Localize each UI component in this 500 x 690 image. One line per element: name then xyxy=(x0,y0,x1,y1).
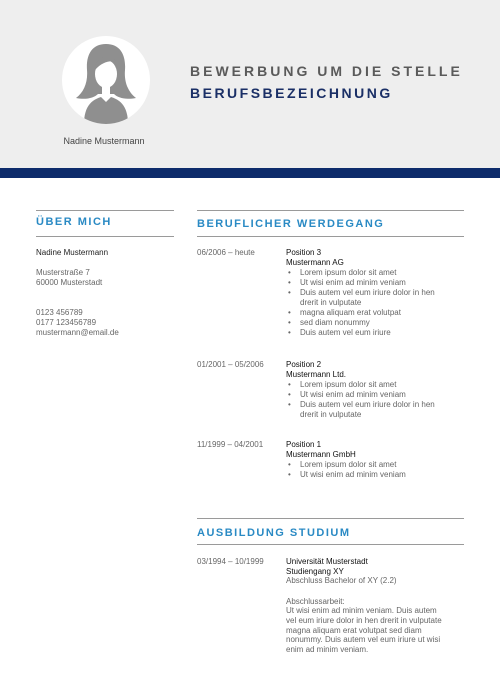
career-entry-bullets-more xyxy=(286,308,476,338)
career-entry xyxy=(286,248,476,338)
list-item: • Lorem ipsum dolor sit amet xyxy=(286,268,476,278)
list-item: • Lorem ipsum dolor sit amet xyxy=(286,460,476,470)
about-section-title: ÜBER MICH xyxy=(36,216,112,228)
list-item-continuation: drerit in vulputate xyxy=(300,410,362,419)
education-thesis-label: Abschlussarbeit: xyxy=(286,596,345,606)
header-name: Nadine Mustermann xyxy=(63,136,145,146)
career-entry-company: Mustermann AG xyxy=(286,258,344,267)
education-thesis-line: nonummy. Duis autem vel eum iriure ut wisi xyxy=(286,635,441,645)
career-entry-bullets xyxy=(286,460,476,480)
list-item: • Duis autem vel eum iriure dolor in hen xyxy=(286,288,476,298)
header-job-title: BERUFSBEZEICHNUNG xyxy=(190,85,393,101)
career-entry-date: 11/1999 – 04/2001 xyxy=(197,440,264,449)
career-entry-company: Mustermann GmbH xyxy=(286,450,356,459)
list-item-continuation: drerit in vulputate xyxy=(300,298,362,307)
career-entry-position: Position 3 xyxy=(286,248,322,257)
list-item: • Duis autem vel eum iriure xyxy=(286,328,476,338)
career-entry xyxy=(286,360,476,420)
about-street: Musterstraße 7 xyxy=(36,268,90,277)
education-bottom-rule xyxy=(197,544,464,545)
career-entry-position: Position 1 xyxy=(286,440,322,449)
header-application-title: BEWERBUNG UM DIE STELLE xyxy=(190,63,463,79)
career-bottom-rule xyxy=(197,236,464,237)
career-section-title: BERUFLICHER WERDEGANG xyxy=(197,218,385,230)
about-top-rule xyxy=(36,210,174,211)
education-entry xyxy=(286,557,476,654)
career-top-rule xyxy=(197,210,464,211)
career-entry-company: Mustermann Ltd. xyxy=(286,370,347,379)
education-top-rule xyxy=(197,518,464,519)
list-item: • Duis autem vel eum iriure dolor in hen xyxy=(286,400,476,410)
about-name: Nadine Mustermann xyxy=(36,248,109,257)
list-item: • Ut wisi enim ad minim veniam xyxy=(286,390,476,400)
avatar xyxy=(62,36,150,124)
about-phone: 0123 456789 xyxy=(36,308,83,317)
about-city: 60000 Musterstadt xyxy=(36,278,103,287)
career-entry-position: Position 2 xyxy=(286,360,322,369)
woman-silhouette-icon xyxy=(62,36,150,124)
education-thesis-line: enim ad minim veniam. xyxy=(286,644,369,654)
header-accent-bar xyxy=(0,168,500,178)
list-item: • Ut wisi enim ad minim veniam xyxy=(286,470,476,480)
career-entry-date: 01/2001 – 05/2006 xyxy=(197,360,264,369)
list-item: • Lorem ipsum dolor sit amet xyxy=(286,380,476,390)
education-thesis-line: Ut wisi enim ad minim veniam. Duis autem xyxy=(286,606,437,616)
list-item: • magna aliquam erat volutpat xyxy=(286,308,476,318)
education-program: Studiengang XY xyxy=(286,566,344,576)
about-email: mustermann@email.de xyxy=(36,328,119,337)
list-item: • sed diam nonummy xyxy=(286,318,476,328)
list-item: • Ut wisi enim ad minim veniam xyxy=(286,278,476,288)
about-bottom-rule xyxy=(36,236,174,237)
career-entry xyxy=(286,440,476,480)
education-degree: Abschluss Bachelor of XY (2.2) xyxy=(286,576,397,586)
career-entry-bullets xyxy=(286,268,476,298)
education-thesis-line: vel eum iriure dolor in hen drerit in vulputate xyxy=(286,615,442,625)
career-entry-date: 06/2006 – heute xyxy=(197,248,255,257)
education-date: 03/1994 – 10/1999 xyxy=(197,557,264,566)
about-mobile: 0177 123456789 xyxy=(36,318,97,327)
career-entry-bullets xyxy=(286,380,476,410)
education-section-title: AUSBILDUNG STUDIUM xyxy=(197,527,351,539)
education-school: Universität Musterstadt xyxy=(286,557,368,566)
education-thesis-line: magna aliquam erat volutpat sed diam xyxy=(286,625,422,635)
